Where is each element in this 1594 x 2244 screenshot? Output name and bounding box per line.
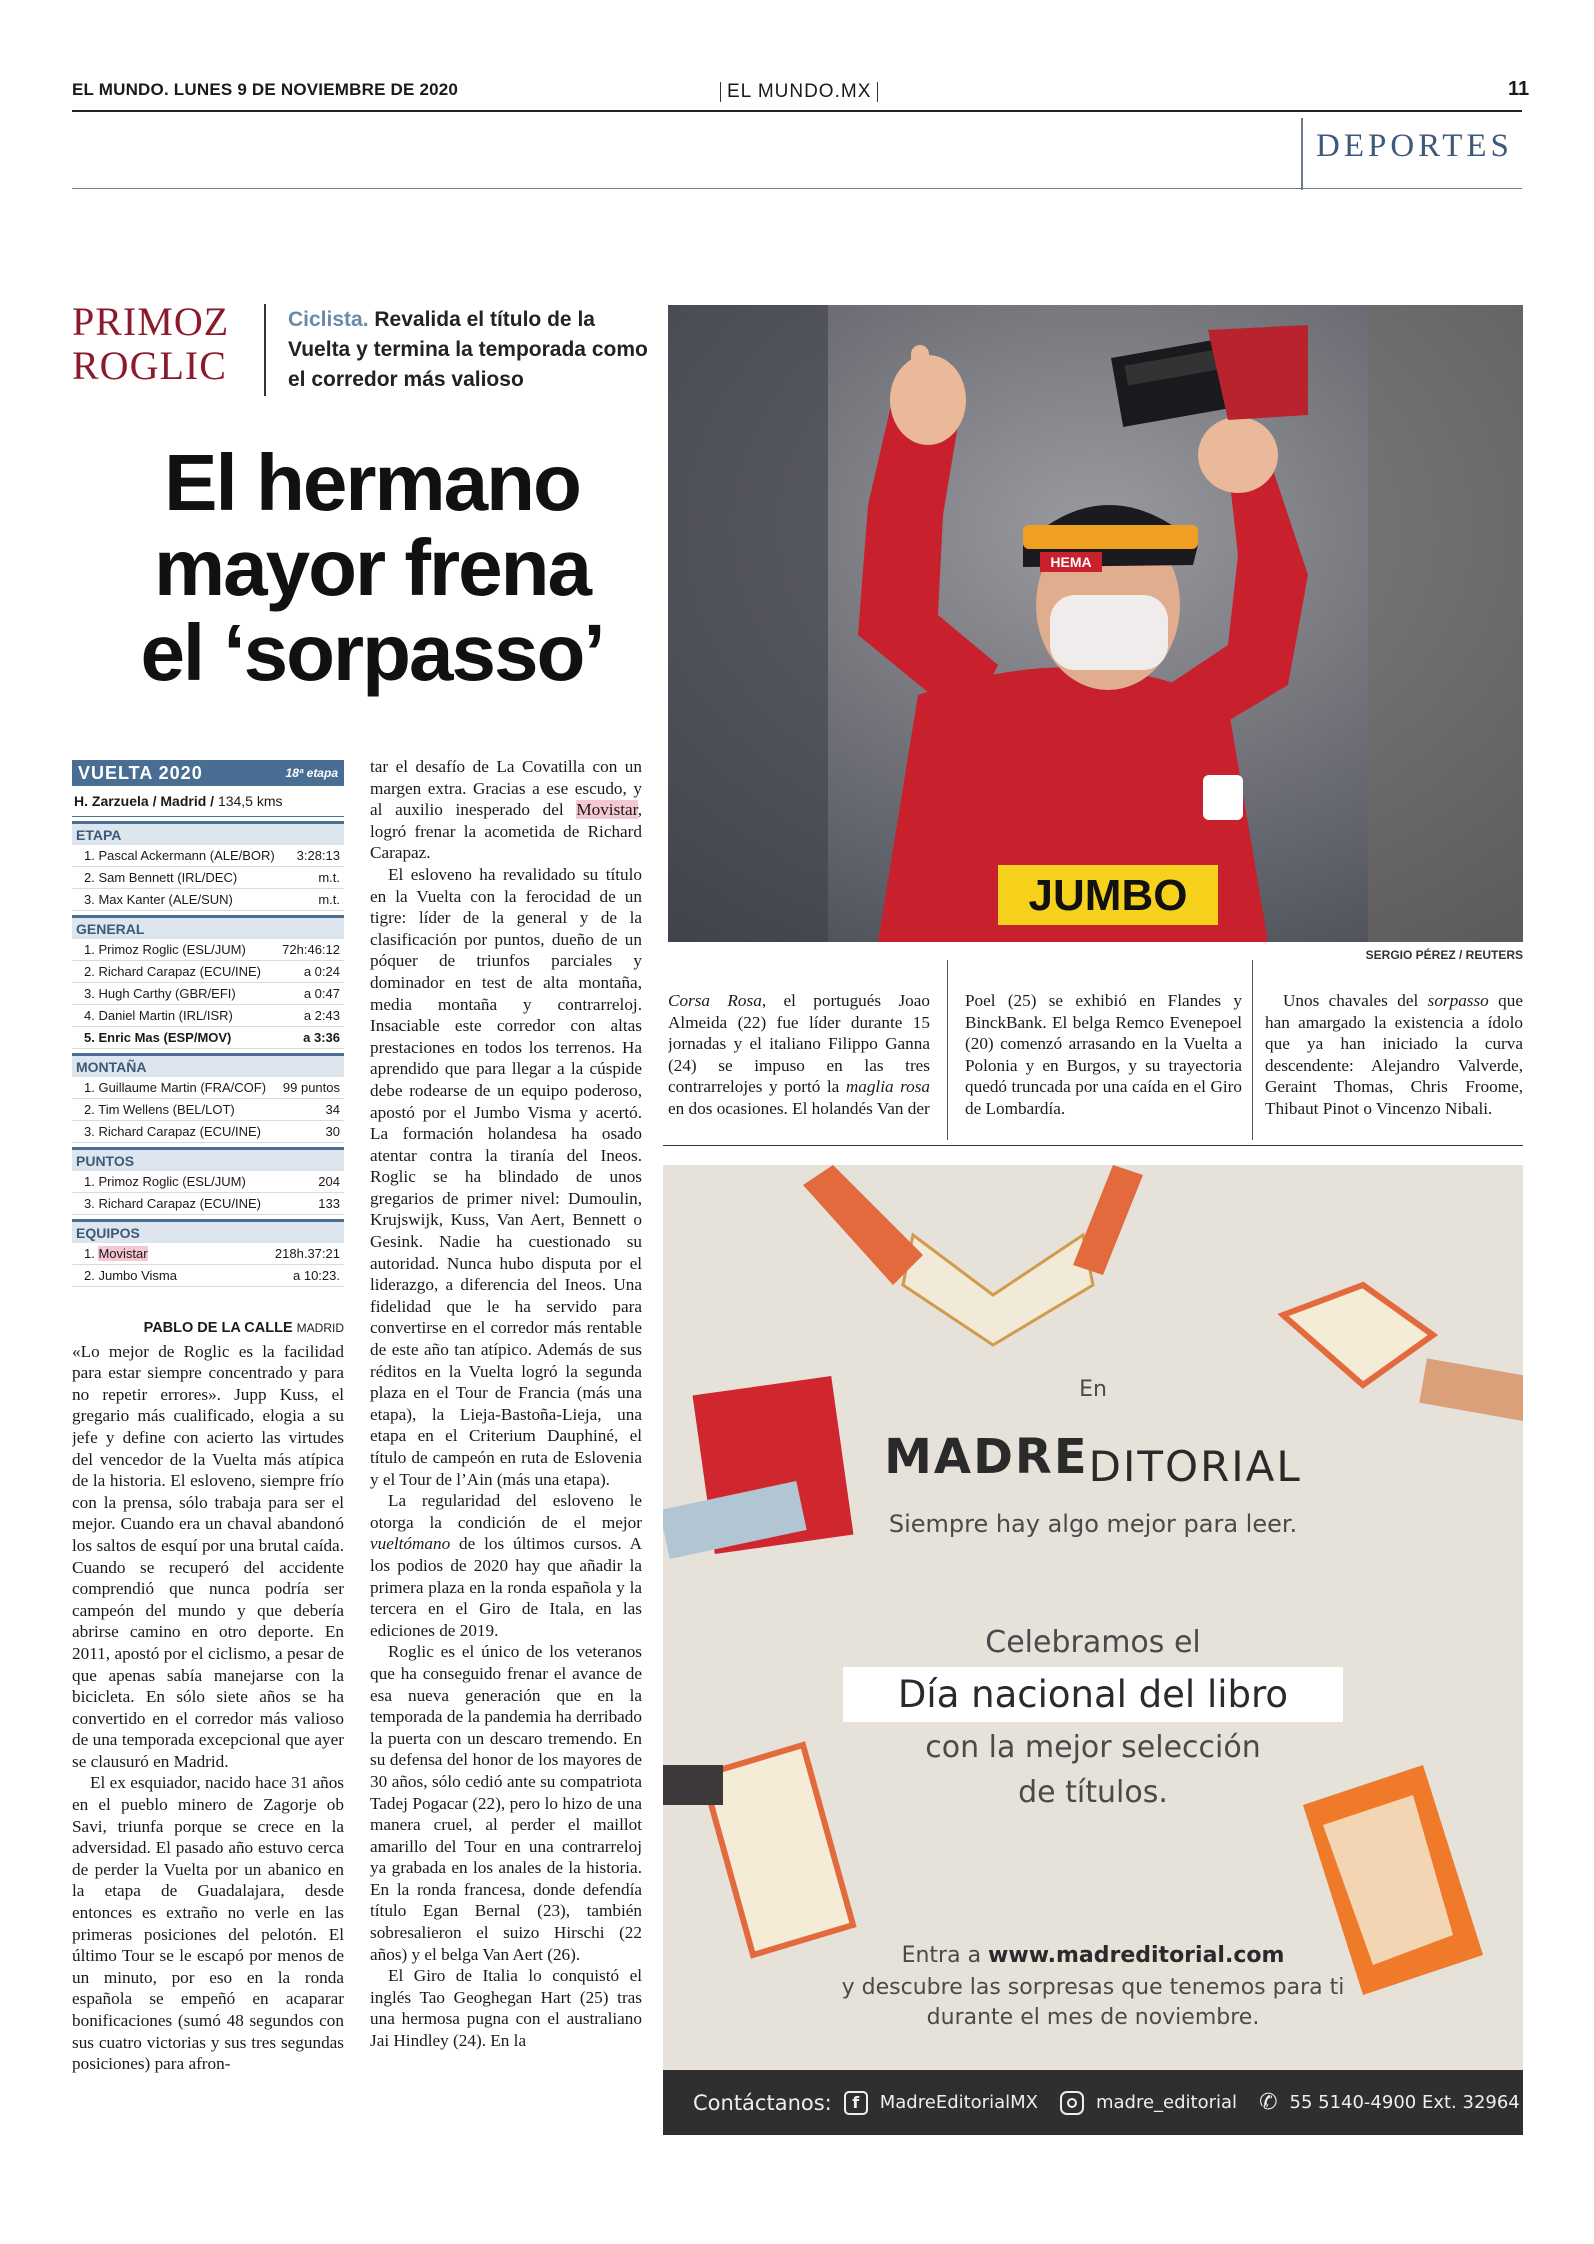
site-name[interactable]: EL MUNDO.MX <box>720 82 878 102</box>
ad-website[interactable]: Entra a www.madreditorial.com <box>901 1943 1285 1968</box>
headline-line: mayor frena <box>154 523 590 612</box>
category-montana: MONTAÑA <box>72 1053 344 1077</box>
paragraph: «Lo mejor de Roglic es la facilidad para estar siempre concentrado y para no repetir errores». Jupp Kuss, el gregario más cualificado, elogia a su jefe y define con acierto las virtudes del vencedor de la Vuelta más atípica de la historia. El esloveno, siempre frío con la prensa, sólo trabaja para ser el mejor. Cuando era un chaval abandonó los saltos de esquí por una brutal caída. Cuando se recuperó del accidente comprendió que nunca podría ser campeón del mundo y que debería abrirse camino en otro deporte. En 2011, apostó por el ciclismo, a pesar de que apenas sabía manejarse con la bicicleta. En sólo siete años se ha convertido en el corredor más valioso de una temporada excepcional que ayer se clausuró en Madrid. <box>72 1341 344 1771</box>
cap-text: HEMA <box>1050 554 1092 570</box>
kicker-divider <box>264 304 266 396</box>
category-etapa: ETAPA <box>72 821 344 845</box>
photo-illustration <box>668 305 1523 942</box>
ad-discover-line1: y descubre las sorpresas que tenemos para ti <box>841 1975 1345 2000</box>
paragraph: Poel (25) se exhibió en Flandes y BinckBank. El belga Remco Evenepoel (20) comenzó arrasando en la Vuelta a Polonia y en Burgos, y su trayectoria quedó truncada por una caída en el Giro de Lombardía. <box>965 991 1242 1118</box>
section-rule <box>72 188 1522 189</box>
paragraph: tar el desafío de La Covatilla con un margen extra. Gracias a ese escudo, y al auxilio inesperado del Movistar, logró frenar la acometida de Richard Carapaz. <box>370 757 642 863</box>
phone-number[interactable]: 55 5140-4900 Ext. 32964 <box>1289 2092 1520 2113</box>
result-row: 2. Richard Carapaz (ECU/INE) a 0:24 <box>72 961 344 983</box>
header-rule <box>72 110 1522 112</box>
article-column-4 <box>965 990 1242 1130</box>
ad-brand-logo: MADREDITORIAL <box>884 1429 1302 1491</box>
article-column-1 <box>72 1318 344 2158</box>
contact-label: Contáctanos: <box>693 2090 832 2115</box>
paragraph: La regularidad del esloveno le otorga la condición de el mejor vueltómano de los últimos cursos. A los podios de 2020 hay que añadir la primera plaza en la ronda española y la tercera en el Giro de Itala, en las ediciones de 2019. <box>370 1491 642 1640</box>
page-number: 11 <box>1508 78 1530 100</box>
paragraph: El Giro de Italia lo conquistó el inglés Tao Geoghegan Hart (25) tras una hermosa pugna con el australiano Jai Hindley (24). En la <box>370 1966 642 2051</box>
result-row: 3. Max Kanter (ALE/SUN) m.t. <box>72 889 344 911</box>
result-row: 1. Primoz Roglic (ESL/JUM) 72h:46:12 <box>72 939 344 961</box>
results-stage: 18ª etapa <box>285 766 338 780</box>
kicker-name-last: ROGLIC <box>72 343 227 388</box>
column-rule <box>947 960 948 1140</box>
article-column-5 <box>1265 990 1523 1130</box>
paragraph: El ex esquiador, nacido hace 31 años en el pueblo minero de Zagorje ob Savi, triunfa porque se crece en la adversidad. El pasado año estuvo cerca de perder la Vuelta por un abanico en la etapa de Guadalajara, desde entonces es extraño no verle en las primeras posiciones del pelotón. El último Tour se le escapó por menos de un minuto, por eso en la ronda española se empeñó en acaparar bonificaciones (sumó 48 segundos con sus cuatro victorias y sus tres segundas posiciones) para afron- <box>72 1773 344 2074</box>
result-row: 2. Jumbo Visma a 10:23. <box>72 1265 344 1287</box>
ad-contact-bar <box>663 2070 1523 2135</box>
article-column-3 <box>668 990 930 1130</box>
kicker-name-first: PRIMOZ <box>72 299 230 344</box>
stage-route: H. Zarzuela / Madrid / 134,5 kms <box>72 786 344 817</box>
category-general: GENERAL <box>72 915 344 939</box>
photo-credit: SERGIO PÉREZ / REUTERS <box>1365 948 1523 962</box>
ad-rule <box>663 1145 1523 1146</box>
category-puntos: PUNTOS <box>72 1147 344 1171</box>
results-header <box>72 760 344 786</box>
byline: PABLO DE LA CALLE MADRID <box>143 1320 344 1336</box>
cyclist-photo <box>668 305 1523 942</box>
result-row: 3. Hugh Carthy (GBR/EFI) a 0:47 <box>72 983 344 1005</box>
paragraph: Unos chavales del sorpasso que han amargado la existencia a ídolo que ya han iniciado la curva descendente: Alejandro Valverde, Geraint Thomas, Chris Froome, Thibaut Pinot o Vincenzo Nibali. <box>1265 991 1523 1118</box>
article-column-2 <box>370 756 642 2161</box>
kicker-summary <box>288 305 648 395</box>
kicker-text: Revalida el título de la Vuelta y termina la temporada como el corredor más valioso <box>288 308 648 391</box>
ad-titles: de títulos. <box>1018 1775 1168 1810</box>
facebook-icon: f <box>844 2091 868 2115</box>
result-row: 2. Tim Wellens (BEL/LOT) 34 <box>72 1099 344 1121</box>
result-row: 1. Primoz Roglic (ESL/JUM) 204 <box>72 1171 344 1193</box>
ad-celebrate: Celebramos el <box>985 1625 1201 1660</box>
paragraph: Roglic es el único de los veteranos que ha conseguido frenar el avance de esa nueva generación que en la temporada de la pandemia ha derribado la puerta con un descaro tremendo. En su defensa del honor de los mayores de 30 años, sólo cedió ante su compatriota Tadej Pogacar (22), pero lo hizo de una manera cruel, al perder el maillot amarillo del Tour en una contrarreloj ya grabada en los anales de la historia. En la ronda francesa, donde defendía título Egan Bernal (23), también sobresalieron el suizo Hirschi (22 años) y el belga Van Aert (26). <box>370 1642 642 1964</box>
headline <box>72 440 672 695</box>
section-title: DEPORTES <box>1316 128 1513 164</box>
kicker-label: Ciclista. <box>288 308 369 331</box>
advertisement[interactable] <box>663 1165 1523 2135</box>
ad-intro: En <box>1079 1377 1107 1402</box>
headline-line: El hermano <box>164 438 580 527</box>
result-row: 4. Daniel Martin (IRL/ISR) a 2:43 <box>72 1005 344 1027</box>
ad-discover-line2: durante el mes de noviembre. <box>926 2005 1260 2030</box>
kicker-name <box>72 300 242 388</box>
result-row: 3. Richard Carapaz (ECU/INE) 133 <box>72 1193 344 1215</box>
headline-line: el ‘sorpasso’ <box>140 608 604 697</box>
result-row: 1. Guillaume Martin (FRA/COF) 99 puntos <box>72 1077 344 1099</box>
ad-selection: con la mejor selección <box>925 1730 1261 1765</box>
ad-day-highlight: Día nacional del libro <box>843 1667 1343 1722</box>
result-row: 1. Movistar 218h.37:21 <box>72 1243 344 1265</box>
instagram-handle[interactable]: madre_editorial <box>1095 2092 1238 2113</box>
facebook-handle[interactable]: MadreEditorialMX <box>879 2092 1038 2113</box>
result-row: 1. Pascal Ackermann (ALE/BOR) 3:28:13 <box>72 845 344 867</box>
instagram-icon <box>1060 2091 1084 2115</box>
result-row: 5. Enric Mas (ESP/MOV) a 3:36 <box>72 1027 344 1049</box>
results-box <box>72 760 344 1287</box>
page-date: EL MUNDO. LUNES 9 DE NOVIEMBRE DE 2020 <box>72 80 459 99</box>
section-divider <box>1301 118 1303 190</box>
paragraph: Corsa Rosa, el portugués Joao Almeida (22) fue líder durante 15 jornadas y el italiano Filippo Ganna (24) se impuso en las tres contrarrelojes y portó la maglia rosa en dos ocasiones. El holandés Van der <box>668 991 930 1118</box>
results-title: VUELTA 2020 <box>78 762 203 783</box>
phone-icon: ✆ <box>1259 2090 1278 2115</box>
result-row: 3. Richard Carapaz (ECU/INE) 30 <box>72 1121 344 1143</box>
paragraph: El esloveno ha revalidado su título en la Vuelta con la ferocidad de un tigre: líder de la general y de la clasificación por puntos, dueño de un póquer de triunfos parciales y dominador en test de alta montaña, media montaña y contrarreloj. Insaciable este corredor con altas prestaciones en todos los terrenos. Ha aprendido que para llegar a la cúspide debe rodearse de un equipo poderoso, apostó por el Jumbo Visma y acertó. La formación holandesa ha osado atentar contra la tiranía del Ineos. Roglic se ha blindado de unos gregarios de primer nivel: Dumoulin, Krujswijk, Kuss, Van Aert, Bennett o Gesink. Nadie ha cuestionado su autoridad. Nunca hubo disputa por el liderazgo, a diferencia del Ineos. Una fidelidad que le ha servido para convertirse en el corredor más rentable de este año tan atípico. Además de sus réditos en la Vuelta logró la segunda plaza en el Tour de Francia (más una etapa), la Lieja-Bastoña-Lieja, una etapa en el Criterium Dauphiné, el título de campeón en ruta de Eslovenia y el Tour de l’Ain (más una etapa). <box>370 864 642 1489</box>
jersey-text: JUMBO <box>1028 871 1188 920</box>
ad-tagline: Siempre hay algo mejor para leer. <box>888 1510 1298 1538</box>
category-equipos: EQUIPOS <box>72 1219 344 1243</box>
result-row: 2. Sam Bennett (IRL/DEC) m.t. <box>72 867 344 889</box>
column-rule <box>1252 960 1253 1140</box>
